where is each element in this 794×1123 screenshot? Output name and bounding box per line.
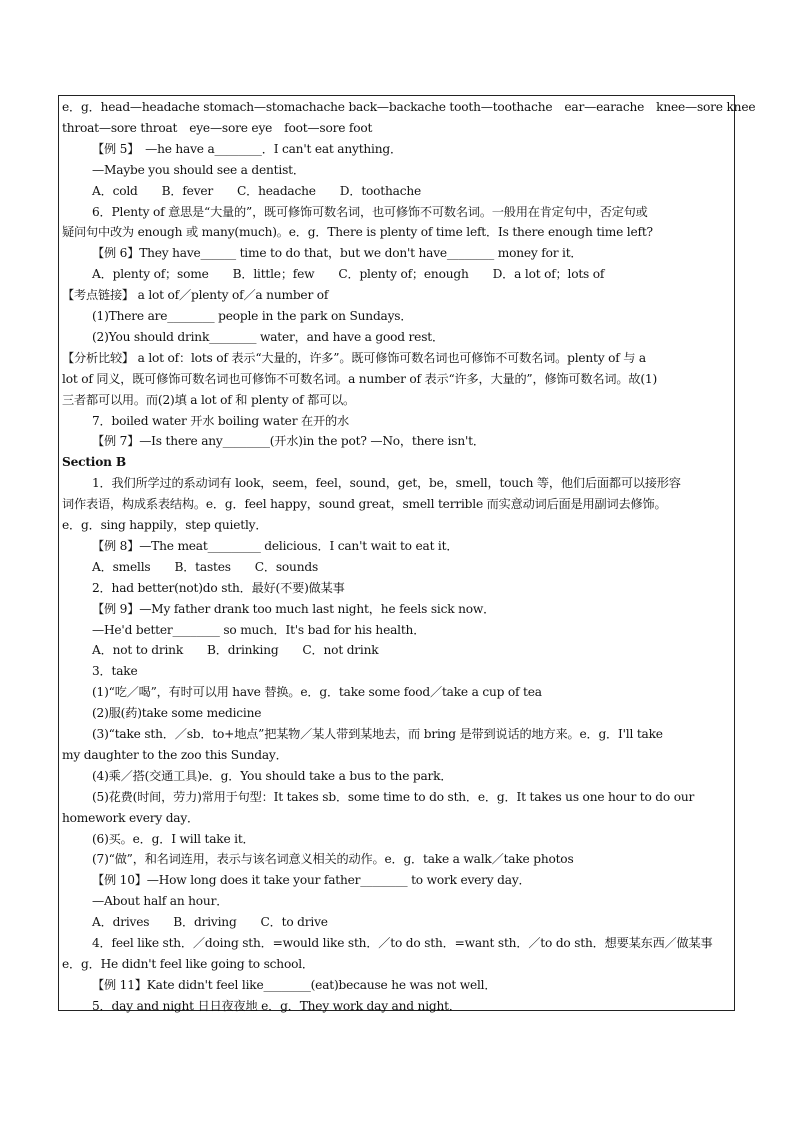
text-line: A．drives B．driving C．to drive (92, 915, 328, 930)
text-line: 【例 7】—Is there any________(开水)in the pot? —No，there isn't． (92, 434, 485, 449)
text-line: e．g．sing happily，step quietly． (62, 518, 268, 532)
text-line: —About half an hour． (92, 894, 229, 909)
text-line: 【例 10】—How long does it take your father________ to work every day． (92, 873, 531, 888)
text-line: 词作表语，构成系表结构。e．g．feel happy，sound great，smell terrible 而实意动词后面是用副词去修饰。 (62, 497, 667, 512)
text-line: 【分析比较】 a lot of：lots of 表示“大量的，许多”。既可修饰可数名词也可修饰不可数名词。plenty of 与 a (62, 350, 646, 365)
text-line: (7)“做”，和名词连用，表示与该名词意义相关的动作。e．g．take a walk／take photos (92, 852, 574, 867)
text-line: A．cold B．fever C．headache D．toothache (92, 183, 421, 198)
text-line: my daughter to the zoo this Sunday． (62, 747, 288, 762)
text-line: 【例 11】Kate didn't feel like________(eat)because he was not well． (92, 977, 497, 992)
text-line: 【例 6】They have______ time to do that，but we don't have________ money for it． (92, 246, 583, 261)
text-line: —Maybe you should see a dentist． (92, 162, 305, 177)
text-line: homework every day． (62, 810, 200, 825)
text-line: e．g．He didn't feel like going to school． (62, 956, 314, 971)
text-line: 【考点链接】 a lot of／plenty of／a number of (62, 288, 329, 303)
text-line: 疑问句中改为 enough 或 many(much)。e．g．There is plenty of time left．Is there enough time left? (62, 225, 653, 240)
text-line: 4．feel like sth．／doing sth．=would like sth．／to do sth．=want sth．／to do sth．想要某东西／做某事 (92, 936, 713, 950)
text-line: 5．day and night 日日夜夜地 e．g．They work day and night． (92, 998, 461, 1013)
text-line: 3．take (92, 664, 138, 679)
text-line: 6．Plenty of 意思是“大量的”，既可修饰可数名词，也可修饰不可数名词。一般用在肯定句中，否定句或 (92, 204, 648, 219)
text-line: 【例 9】—My father drank too much last night，he feels sick now． (92, 601, 496, 616)
text-line: (3)“take sth．／sb．to+地点”把某物／某人带到某地去，而 bring 是带到说话的地方来。e．g．I'll take (92, 727, 663, 741)
text-line: —He'd better________ so much．It's bad for his health． (92, 622, 426, 637)
section-heading: Section B (62, 455, 126, 470)
text-line: (2)You should drink________ water，and have a good rest． (92, 329, 444, 344)
text-line: A．not to drink B．drinking C．not drink (92, 643, 379, 658)
text-line: (5)花费(时间，劳力)常用于句型：It takes sb．some time to do sth．e．g．It takes us one hour to do our (92, 789, 695, 804)
text-line: throat—sore throat eye—sore eye foot—sore foot (62, 120, 373, 135)
text-line: 7．boiled water 开水 boiling water 在开的水 (92, 413, 349, 428)
text-line: 三者都可以用。而(2)填 a lot of 和 plenty of 都可以。 (62, 392, 356, 407)
text-line: 1．我们所学过的系动词有 look，seem，feel，sound，get，be，smell，touch 等，他们后面都可以接形容 (92, 476, 681, 491)
text-line: (1)There are________ people in the park on Sundays． (92, 309, 413, 323)
text-line: lot of 同义，既可修饰可数名词也可修饰不可数名词。a number of 表示“许多，大量的”，修饰可数名词。故(1) (62, 371, 658, 386)
text-line: (6)买。e．g．I will take it． (92, 831, 255, 846)
text-line: (4)乘／搭(交通工具)e．g．You should take a bus to the park． (92, 768, 453, 783)
text-line: 【例 8】—The meat_________ delicious．I can't wait to eat it． (92, 538, 459, 553)
text-line: (2)服(药)take some medicine (92, 706, 262, 721)
text-line: A．plenty of；some B．little；few C．plenty of；enough D．a lot of；lots of (92, 267, 605, 282)
text-line: 2．had better(not)do sth．最好(不要)做某事 (92, 580, 345, 595)
text-line: (1)“吃／喝”，有时可以用 have 替换。e．g．take some food／take a cup of tea (92, 685, 542, 700)
text-line: 【例 5】 —he have a________．I can't eat anything． (92, 141, 402, 156)
text-line: A．smells B．tastes C．sounds (92, 559, 318, 574)
text-line: e．g．head—headache stomach—stomachache back—backache tooth—toothache ear—earache knee—sore knee (62, 100, 756, 114)
